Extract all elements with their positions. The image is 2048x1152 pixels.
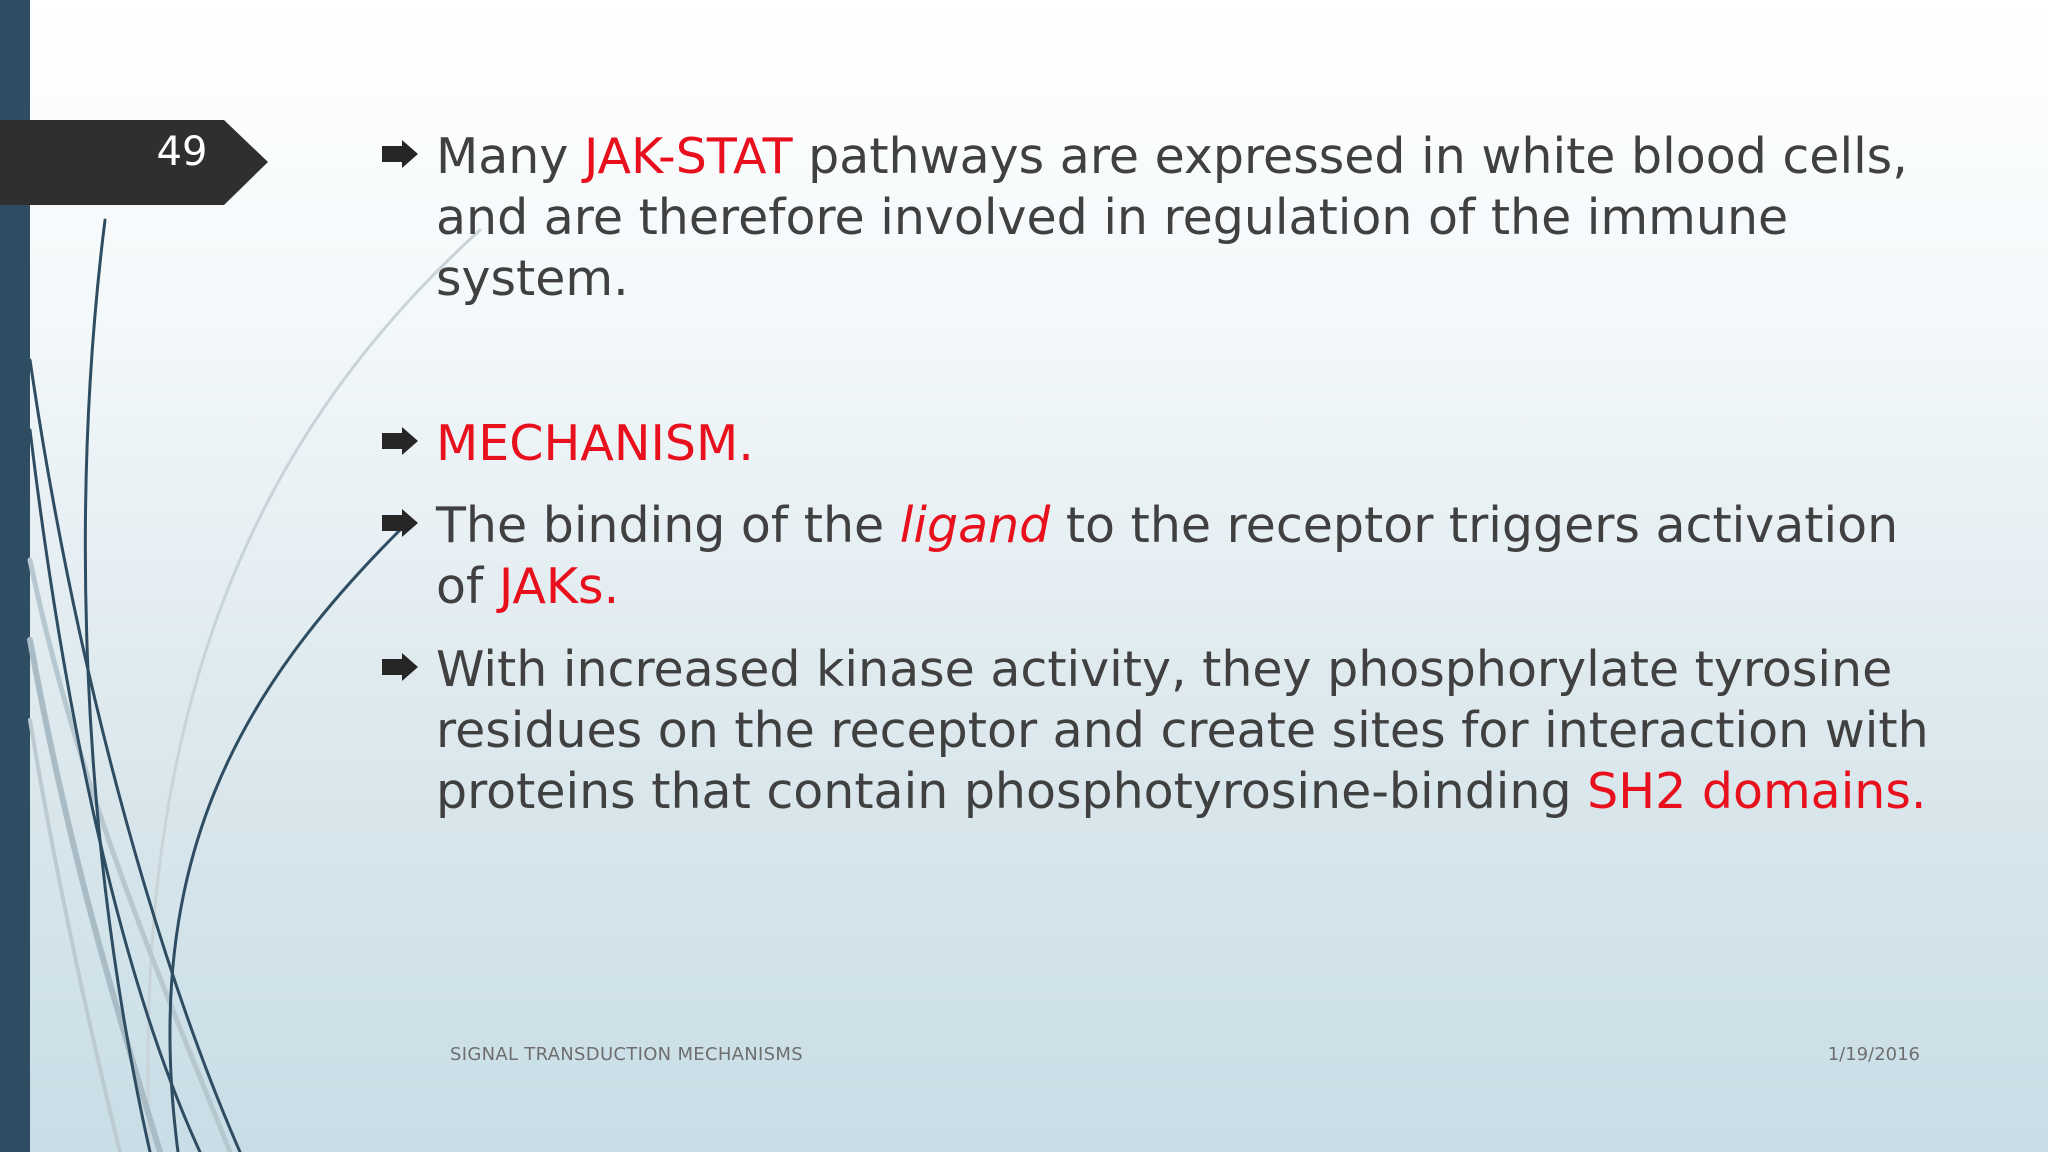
bullet-item-1 (380, 126, 1940, 309)
bullet-4-highlight-sh2-domains: SH2 domains (1587, 763, 1911, 820)
bullet-4-period: . (1910, 763, 1927, 820)
arrow-bullet-icon (380, 508, 420, 538)
arrow-bullet-icon (380, 652, 420, 682)
slide-number: 49 (156, 129, 208, 175)
deco-curve-light-3 (30, 640, 160, 1152)
deco-curve-dark-2 (30, 360, 240, 1152)
arrow-bullet-icon (380, 139, 420, 169)
deco-curve-light-4 (30, 720, 120, 1152)
deco-curve-dark-3 (30, 430, 200, 1152)
bullet-item-3 (380, 495, 1940, 617)
bullet-3-period: . (603, 558, 620, 615)
arrow-bullet-icon (380, 426, 420, 456)
deco-curve-dark-4 (170, 530, 400, 1152)
bullet-3-text-part-2: to the receptor triggers activation of (436, 497, 1899, 615)
bullet-list (380, 126, 1940, 822)
bullet-3-highlight-ligand: ligand (899, 497, 1051, 554)
bullet-3-highlight-jaks: JAKs (498, 558, 604, 615)
deco-curve-light-2 (30, 560, 230, 1152)
bullet-2-highlight-mechanism: MECHANISM. (436, 415, 754, 472)
bullet-4-text-part-1: With increased kinase activity, they phosphorylate tyrosine residues on the receptor and create sites for interaction with proteins that contain phosphotyrosine-binding (436, 641, 1929, 820)
footer-title: SIGNAL TRANSDUCTION MECHANISMS (450, 1044, 803, 1065)
bullet-3-text-part-1: The binding of the (436, 497, 900, 554)
bullet-item-4 (380, 639, 1940, 822)
footer-date: 1/19/2016 (1827, 1044, 1920, 1065)
bullet-item-2 (380, 413, 1940, 474)
bullet-1-text-part-2: pathways are expressed in white blood cells, and are therefore involved in regulation of the immune system. (436, 128, 1908, 307)
bullet-1-highlight-jak-stat: JAK-STAT (583, 128, 793, 185)
bullet-1-text-part-1: Many (436, 128, 584, 185)
